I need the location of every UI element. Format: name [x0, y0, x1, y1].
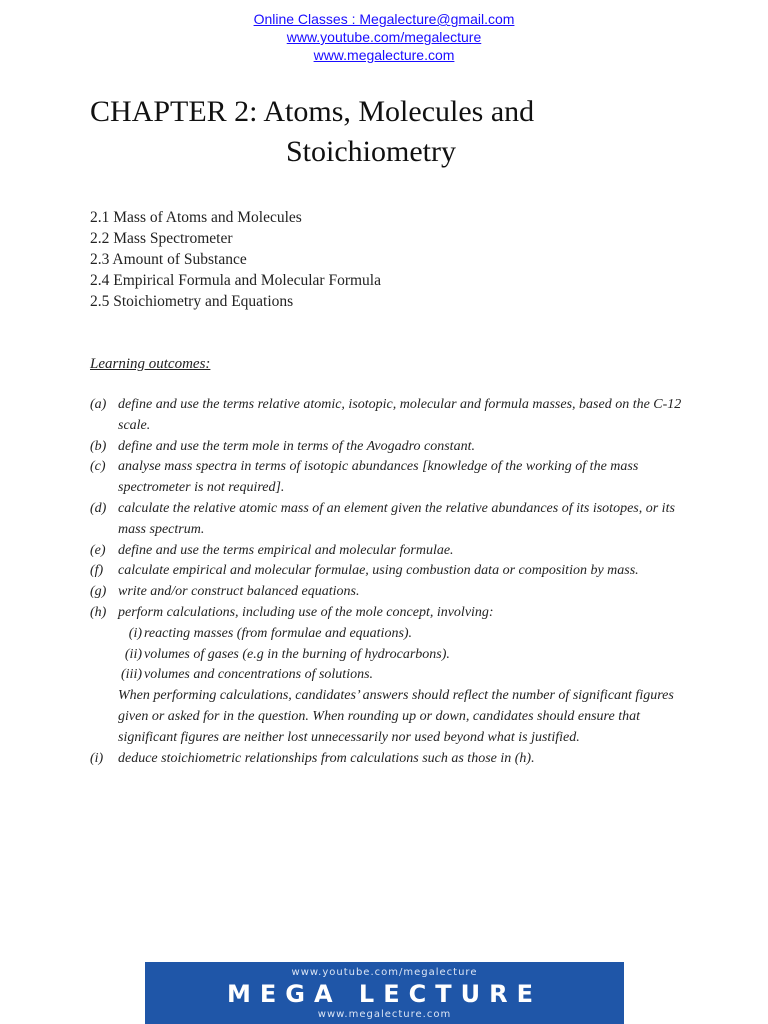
outcome-label: (a) [90, 397, 107, 412]
chapter-title-line2: Stoichiometry [286, 135, 456, 168]
youtube-link[interactable]: www.youtube.com/megalecture [286, 29, 482, 45]
banner-brand: MEGA LECTURE [227, 980, 542, 1008]
outcome-text: perform calculations, including use of the mole concept, involving: [118, 604, 494, 620]
outcome-item [90, 749, 690, 770]
sub-text: volumes and concentrations of solutions. [144, 667, 374, 683]
outcome-text: analyse mass spectra in terms of isotopic abundances [knowledge of the working of the mass spectrometer is not required]. [118, 459, 639, 496]
outcome-item [90, 499, 690, 541]
outcome-label: (i) [90, 750, 104, 766]
outcome-item [90, 457, 690, 499]
outcome-label: (c) [90, 459, 106, 475]
toc-item: 2.3 Amount of Substance [90, 251, 247, 268]
outcome-label: (e) [90, 542, 106, 558]
outcome-text: deduce stoichiometric relationships from calculations such as those in (h). [118, 750, 535, 766]
sub-item [118, 645, 690, 666]
outcome-label: (d) [90, 500, 107, 516]
chapter-title [90, 92, 610, 172]
learning-outcomes-list [90, 395, 690, 769]
email-link[interactable]: Online Classes : Megalecture@gmail.com [253, 11, 515, 27]
outcome-item [90, 437, 690, 458]
outcome-item [90, 561, 690, 582]
sub-text: volumes of gases (e.g in the burning of hydrocarbons). [144, 646, 450, 662]
mega-lecture-banner [145, 962, 624, 1024]
outcome-label: (b) [90, 438, 107, 454]
outcome-label: (h) [90, 604, 107, 620]
table-of-contents [90, 207, 381, 312]
outcome-item [90, 541, 690, 562]
outcome-text: define and use the terms relative atomic, isotopic, molecular and formula masses, based on the C-12 scale. [118, 397, 682, 433]
outcome-item [90, 582, 690, 603]
sub-text: reacting masses (from formulae and equations). [144, 625, 413, 641]
toc-item: 2.1 Mass of Atoms and Molecules [90, 209, 302, 226]
outcome-label: (g) [90, 584, 107, 600]
outcome-text: define and use the terms empirical and molecular formulae. [118, 542, 454, 558]
banner-website-text: www.megalecture.com [317, 1009, 452, 1020]
header-links [0, 10, 768, 64]
sub-label: (iii) [121, 667, 142, 683]
outcome-item [90, 395, 690, 437]
outcome-sublist [118, 624, 690, 686]
outcome-item [90, 603, 690, 749]
toc-item: 2.2 Mass Spectrometer [90, 230, 233, 247]
sub-label: (ii) [124, 646, 142, 662]
outcome-label: (f) [90, 563, 104, 579]
outcome-text: calculate the relative atomic mass of an element given the relative abundances of its isotopes, or its mass spectrum. [118, 500, 675, 537]
outcome-text: calculate empirical and molecular formulae, using combustion data or composition by mass. [118, 563, 639, 579]
outcome-text: write and/or construct balanced equations. [118, 584, 360, 600]
sub-label: (i) [128, 625, 142, 641]
outcome-text: define and use the term mole in terms of the Avogadro constant. [118, 438, 475, 454]
toc-item: 2.5 Stoichiometry and Equations [90, 293, 294, 310]
chapter-title-line1: CHAPTER 2: Atoms, Molecules and [90, 95, 535, 128]
banner-youtube-text: www.youtube.com/megalecture [291, 967, 478, 978]
sub-item [118, 665, 690, 686]
sub-item [118, 624, 690, 645]
toc-item: 2.4 Empirical Formula and Molecular Formula [90, 272, 381, 289]
website-link[interactable]: www.megalecture.com [313, 47, 455, 63]
learning-outcomes-heading: Learning outcomes: [90, 356, 211, 372]
calculation-note: When performing calculations, candidates’ answers should reflect the number of significant figures given or asked for in the question. When rounding up or down, candidates should ensure that significant figures are neither lost unnecessarily nor used beyond what is justified. [118, 688, 674, 745]
